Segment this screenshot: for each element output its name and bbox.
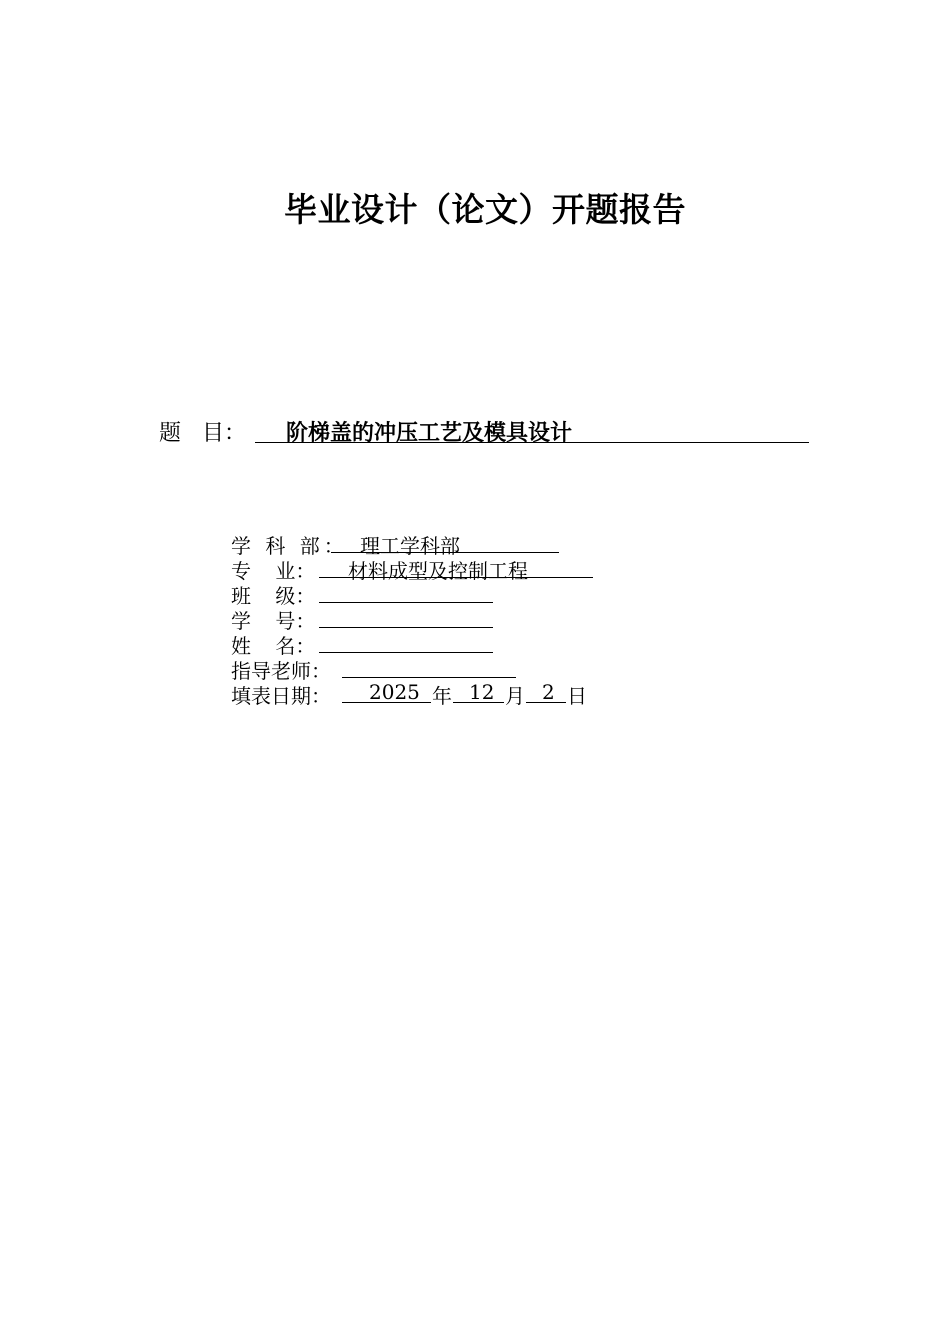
department-label: 学 科 部：: [231, 534, 348, 558]
department-line: [331, 530, 559, 558]
advisor-line: [342, 655, 516, 678]
subject-value-line: [255, 414, 809, 446]
date-day-unit: 日: [567, 684, 587, 708]
advisor-label: 指导老师：: [231, 659, 331, 683]
date-year-line: [342, 680, 431, 703]
date-month-line: [453, 680, 504, 703]
name-line: [319, 630, 493, 653]
date-day: 2: [542, 680, 555, 704]
major-line: [319, 555, 593, 583]
date-month: 12: [469, 680, 495, 704]
date-day-line: [526, 680, 566, 703]
department-value: 理工学科部: [360, 534, 460, 558]
date-month-unit: 月: [505, 684, 525, 708]
date-year-unit: 年: [432, 684, 452, 708]
date-year: 2025: [369, 680, 420, 704]
student-id-label: 学 号：: [231, 609, 316, 633]
date-label: 填表日期：: [231, 684, 331, 708]
class-line: [319, 580, 493, 603]
student-id-line: [319, 605, 493, 628]
major-label: 专 业：: [231, 559, 316, 583]
subject-label: 题 目：: [159, 421, 246, 446]
document-title: 毕业设计（论文）开题报告: [284, 190, 686, 229]
name-label: 姓 名：: [231, 634, 316, 658]
class-label: 班 级：: [231, 584, 316, 608]
major-value: 材料成型及控制工程: [348, 559, 528, 583]
subject-value: 阶梯盖的冲压工艺及模具设计: [286, 421, 573, 446]
